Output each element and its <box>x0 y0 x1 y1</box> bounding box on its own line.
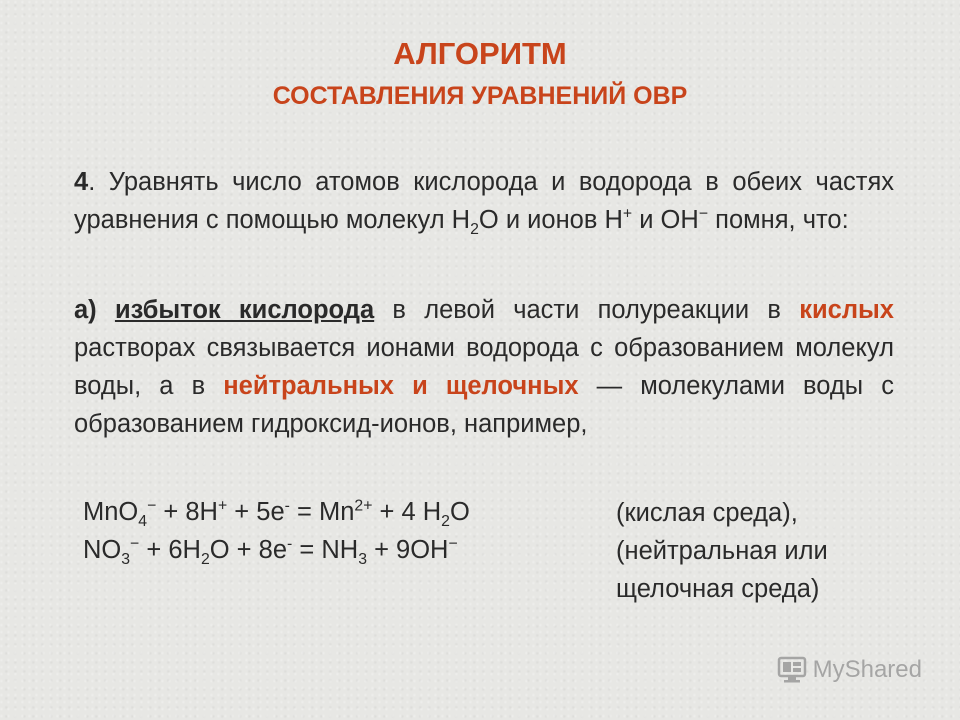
note-neutral-line2: щелочная среда) <box>616 575 820 603</box>
rule-underlined-term: избыток кислорода <box>114 296 375 324</box>
note-neutral-line1: (нейтральная или <box>616 537 828 565</box>
note-acidic: (кислая среда), <box>616 499 798 527</box>
eq-part: = NH <box>292 536 359 564</box>
slide-subtitle: СОСТАВЛЕНИЯ УРАВНЕНИЙ ОВР <box>272 82 688 110</box>
superscript: - <box>284 497 290 515</box>
eq-part: + 5e <box>227 498 285 526</box>
equation-1 <box>83 497 470 531</box>
rule-text-3: — молекулами воды с образованием гидроксид-ионов, например, <box>74 372 894 438</box>
step-paragraph <box>74 163 894 239</box>
monitor-icon <box>777 656 807 684</box>
superscript: 2+ <box>354 497 373 515</box>
step-text-3: и ОН <box>632 206 699 234</box>
eq-part: O + 8e <box>209 536 288 564</box>
step-text-2: О и ионов Н <box>478 206 623 234</box>
watermark-logo <box>777 656 922 684</box>
eq-part: + 9OH <box>366 536 449 564</box>
slide-title: АЛГОРИТМ <box>393 36 567 71</box>
superscript: + <box>217 497 228 515</box>
superscript: − <box>147 497 157 515</box>
subscript: 3 <box>121 551 131 569</box>
superscript: + <box>622 205 633 223</box>
rule-label: а) <box>74 296 97 324</box>
eq-part: + 8H <box>156 498 218 526</box>
superscript: − <box>448 535 458 553</box>
step-number: 4 <box>74 168 89 196</box>
superscript: - <box>287 535 293 553</box>
rule-text-1: в левой части полуреакции в <box>374 296 800 324</box>
subscript: 2 <box>441 513 450 531</box>
rule-highlight-neutral: нейтральных и щелочных <box>223 372 579 400</box>
eq-part: O <box>449 498 470 526</box>
eq-part: + 4 H <box>372 498 442 526</box>
eq-part: NO <box>83 536 122 564</box>
subscript: 2 <box>470 221 479 239</box>
step-text-4: помня, что: <box>708 206 849 234</box>
rule-highlight-acidic: кислых <box>799 296 894 324</box>
superscript: − <box>130 535 140 553</box>
eq-part: MnO <box>83 498 139 526</box>
subscript: 3 <box>358 551 367 569</box>
eq-part: + 6H <box>139 536 201 564</box>
subscript: 4 <box>138 513 148 531</box>
subscript: 2 <box>200 551 210 569</box>
rule-text-2: растворах связывается ионами водорода с образованием молекул воды, а в <box>74 334 894 400</box>
superscript: − <box>698 205 709 223</box>
rule-paragraph <box>74 291 894 443</box>
equation-2 <box>83 535 458 569</box>
step-text-1: . Уравнять число атомов кислорода и водорода в обеих частях уравнения с помощью молекул Н <box>74 168 894 234</box>
watermark-text: MyShared <box>812 656 922 683</box>
eq-part: = Mn <box>289 498 355 526</box>
